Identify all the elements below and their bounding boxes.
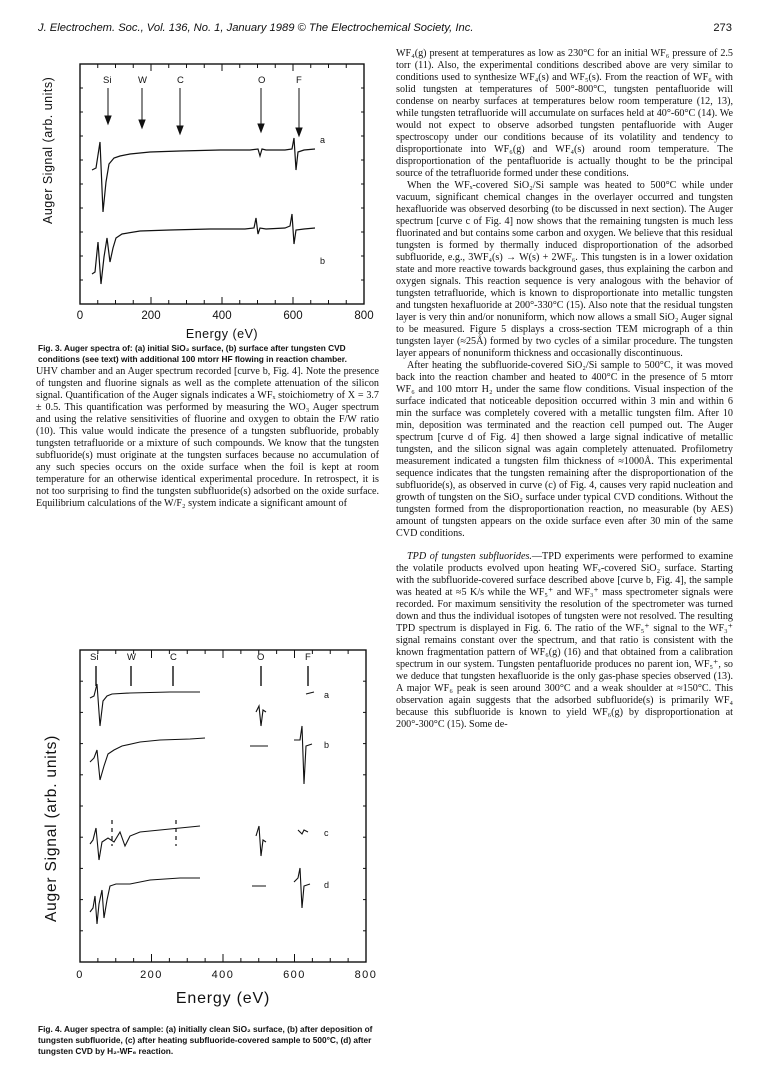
figure-3-marker-arrows [105,88,302,136]
figure-3-x-tick-labels [77,310,374,322]
figure-4-label-c: C [170,652,177,663]
figure-4-caption-label: Fig. 4. [38,1024,62,1034]
figure-3-x-tick-400: 400 [212,310,232,322]
figure-3-element-labels [103,75,302,86]
figure-4-x-tick-200: 200 [140,969,163,981]
right-paragraph-4-text: —TPD experiments were performed to examine the volatile products evolved upon heating WFₓ-covered SiO₂ surface. Starting with the subfluoride-covered surface described above [curve b, Fig. 4], the sample was heated at ≈5 K/s while the WF₅⁺ and WF₃⁺ mass spectrometer signals were recorded. For maximum sensitivity the resolution of the spectrometer was turned down and thus the individual isotopes of tungsten were not resolved. The resulting TPD spectrum is displayed in Fig. 6. The ratio of the WF₅⁺ signal to the WF₃⁺ signal remains constant over the spectrum, and that ratio is consistent with the known fragmentation pattern of WF₆(g) (16) and that obtained from a calibration spectrum in our system. Tungsten pentafluoride produces no parent ion, WF₅⁺, so we deduce that tungsten hexafluoride is the only gas-phase species observed (13). A major WF₆ peak is seen around 300°C and a weak shoulder at ≈150°C. This observation again suggests that the adsorbed subfluoride(s) is primarily WF₄ because this subfluoride is known to yield WF₆(g) by disproportionation at 200°-300°C (15). Some de- [396,551,733,730]
figure-3-x-axis-label: Energy (eV) [185,327,259,341]
right-paragraph-3: After heating the subfluoride-covered SiO₂/Si sample to 500°C, it was moved back into the reaction chamber and heated to 400°C in the presence of 5 mtorr WF₆ and 100 mtorr H₂ under the same flow conditions. Visual inspection of the surface indicated that noticeable deposition occurred within 3 min and within 6 min the surface was completely covered with a metallic tungsten film. After 10 min, deposition was terminated and the reaction cell pumped out. The Auger spectrum [curve d of Fig. 4] then showed a large signal indicative of metallic tungsten, and the silicon signal was again completely attenuated. Profilometry measurement indicated a tungsten film thickness of ≈1000Å. This experimental sequence indicates that the tungsten remaining after the disproportionation of the subfluoride(s), as observed in curve (c) of Fig. 4, causes very rapid nucleation and growth of tungsten on the SiO₂ surface under typical CVD conditions. Without the tungsten formed from the disproportionation reaction, no measurable (by AES) amount of tungsten appears on the oxide surface even after 30 min of the same CVD conditions. [396,360,733,539]
figure-4-x-tick-600: 600 [283,969,306,981]
figure-4-label-f: F [305,652,311,663]
figure-3-caption-label: Fig. 3. [38,343,62,353]
left-paragraph-1: UHV chamber and an Auger spectrum recorded [curve b, Fig. 4]. Note the presence of tungsten and fluorine signals as well as the complete attenuation of the silicon signal. Quantification of the Auger signals indicates a WFₓ stoichiometry of X = 3.7 ± 0.5. This quantification was performed by measuring the WO₃ Auger spectrum and using the relative sensitivities of fluorine and oxygen to obtain the F/W ratio (10). This value would indicate the presence of a tungsten subfluoride, probably tungsten tetrafluoride or a mixture of such compounds. We know that the tungsten subfluoride(s) must originate at the tungsten surfaces because no accumulation of any such species occurs on the oxide surface when the foil is kept at room temperature for an otherwise identical experimental procedure. In retrospect, it is not too surprising to find the tungsten subfluoride(s) adsorbed on the oxide surface. Equilibrium calculations of the W/F₂ system indicate a significant amount of [36,366,379,509]
figure-4-x-tick-labels [76,969,377,981]
figure-4-spectrum-b [90,726,312,784]
figure-3-x-tick-800: 800 [354,310,374,322]
running-header [38,22,732,38]
journal-citation: J. Electrochem. Soc., Vol. 136, No. 1, January 1989 © The Electrochemical Society, Inc. [38,22,474,34]
figure-3-label-f: F [296,75,302,86]
figure-4 [30,646,380,1016]
figure-3-label-w: W [138,75,147,86]
figure-3-spectrum-a [92,138,315,212]
figure-4-curve-labels [324,690,329,890]
figure-4-caption-text: Auger spectra of sample: (a) initially clean SiO₂ surface, (b) after deposition of tungsten subfluoride, (c) after heating subfluoride-covered sample to 500°C, (d) after tungsten CVD by H₂-WF₆ reaction. [38,1024,373,1057]
right-paragraph-2: When the WFₓ-covered SiO₂/Si sample was heated to 500°C while under vacuum, significant chemical changes in the overlayer occurred and tungsten hexafluoride was observed desorbing (to be discussed in next section). The Auger spectrum [curve c of Fig. 4] now shows that the remaining tungsten is much less fluorinated and but contains some carbon and oxygen. We believe that this residual tungsten is formed by thermally induced disproportionation of the adsorbed subfluoride, e.g., 3WF₄(s) → W(s) + 2WF₆. This tungsten is in a lower oxidation state and more reactive towards background gases, thus explaining the carbon and oxygen signals. This reaction sequence is very analogous with the behavior of tungsten tetrafluoride, which is known to disproportionate into metallic tungsten and tungsten hexafluoride at 200°-330°C (15). Also note that the residual tungsten layer is very thin and/or nonuniform, which now allows a small SiO₂ Auger signal to be measured. Figure 5 displays a cross-section TEM micrograph of a thin tungsten layer (≈25Å) formed by two cycles of a similar procedure. The tungsten layer appears of nonuniform thickness and occasionally discontinuous. [396,180,733,359]
right-column-text [396,48,733,731]
figure-4-label-w: W [127,652,136,663]
figure-4-curve-label-c: c [324,828,329,838]
figure-3-curve-labels [320,135,325,266]
figure-3-frame [80,64,364,304]
figure-4-element-labels [90,652,311,663]
right-paragraph-4 [396,551,733,731]
figure-3-x-tick-600: 600 [283,310,303,322]
figure-4-spectra [90,684,314,924]
figure-4-curve-label-b: b [324,740,330,750]
figure-3-spectra [92,138,315,284]
figure-3-x-tick-0: 0 [76,310,84,322]
figure-3-y-axis-label: Auger Signal (arb. units) [41,76,55,224]
figure-3-curve-label-a: a [320,135,326,145]
figure-4-spectrum-d [90,868,310,924]
figure-3-spectrum-b [92,214,315,284]
page-number: 273 [713,22,732,34]
figure-4-dashed-markers [112,820,176,846]
figure-4-curve-label-d: d [324,880,330,890]
figure-4-x-tick-0: 0 [76,969,84,981]
figure-3 [30,52,380,344]
figure-4-y-axis-label: Auger Signal (arb. units) [43,734,60,922]
figure-3-curve-label-b: b [320,256,326,266]
figure-3-label-c: C [177,75,184,86]
figure-3-x-tick-200: 200 [141,310,161,322]
figure-4-curve-label-a: a [324,690,330,700]
figure-4-x-tick-400: 400 [211,969,235,981]
left-column-text [36,366,379,510]
figure-4-spectrum-c [90,826,308,860]
figure-4-x-tick-800: 800 [354,969,378,981]
figure-4-marker-lines [96,666,308,686]
section-subhead: TPD of tungsten subfluorides. [407,551,532,562]
right-paragraph-1: WF₄(g) present at temperatures as low as 230°C for an initial WF₆ pressure of 2.5 torr (11). Also, the experimental conditions described above are very similar to conditions used to synthesize WF₄(s) and WF₅(s). From the reaction of WF₆ with solid tungsten at temperatures of 500°-800°C, tungsten pentafluoride will condense on nearby surfaces at temperatures below room temperature (12, 13), while tungsten tetrafluoride will accumulate on surfaces held at 40°-60°C (14). We would not expect to observe adsorbed tungsten pentafluoride with Auger spectroscopy under our conditions because of its volatility and tendency to disproportionate into WF₆(g) and WF₄(s) around room temperature. The disproportionation of the pentafluoride is actually thought to be the principal source of the tetrafluoride formed under these conditions. [396,48,733,179]
figure-3-caption [38,343,374,365]
figure-4-caption [38,1024,380,1058]
figure-4-spectrum-a [90,684,314,726]
figure-3-label-o: O [258,75,266,86]
figure-3-ticks [80,64,364,304]
figure-3-caption-text: Auger spectra of: (a) initial SiO₂ surface, (b) surface after tungsten CVD conditions (see text) with additional 100 mtorr HF flowing in reaction chamber. [38,343,347,365]
figure-3-label-si: Si [103,75,112,86]
figure-4-x-axis-label: Energy (eV) [175,990,271,1007]
figure-4-label-o: O [257,652,265,663]
figure-4-label-si: Si [90,652,99,663]
